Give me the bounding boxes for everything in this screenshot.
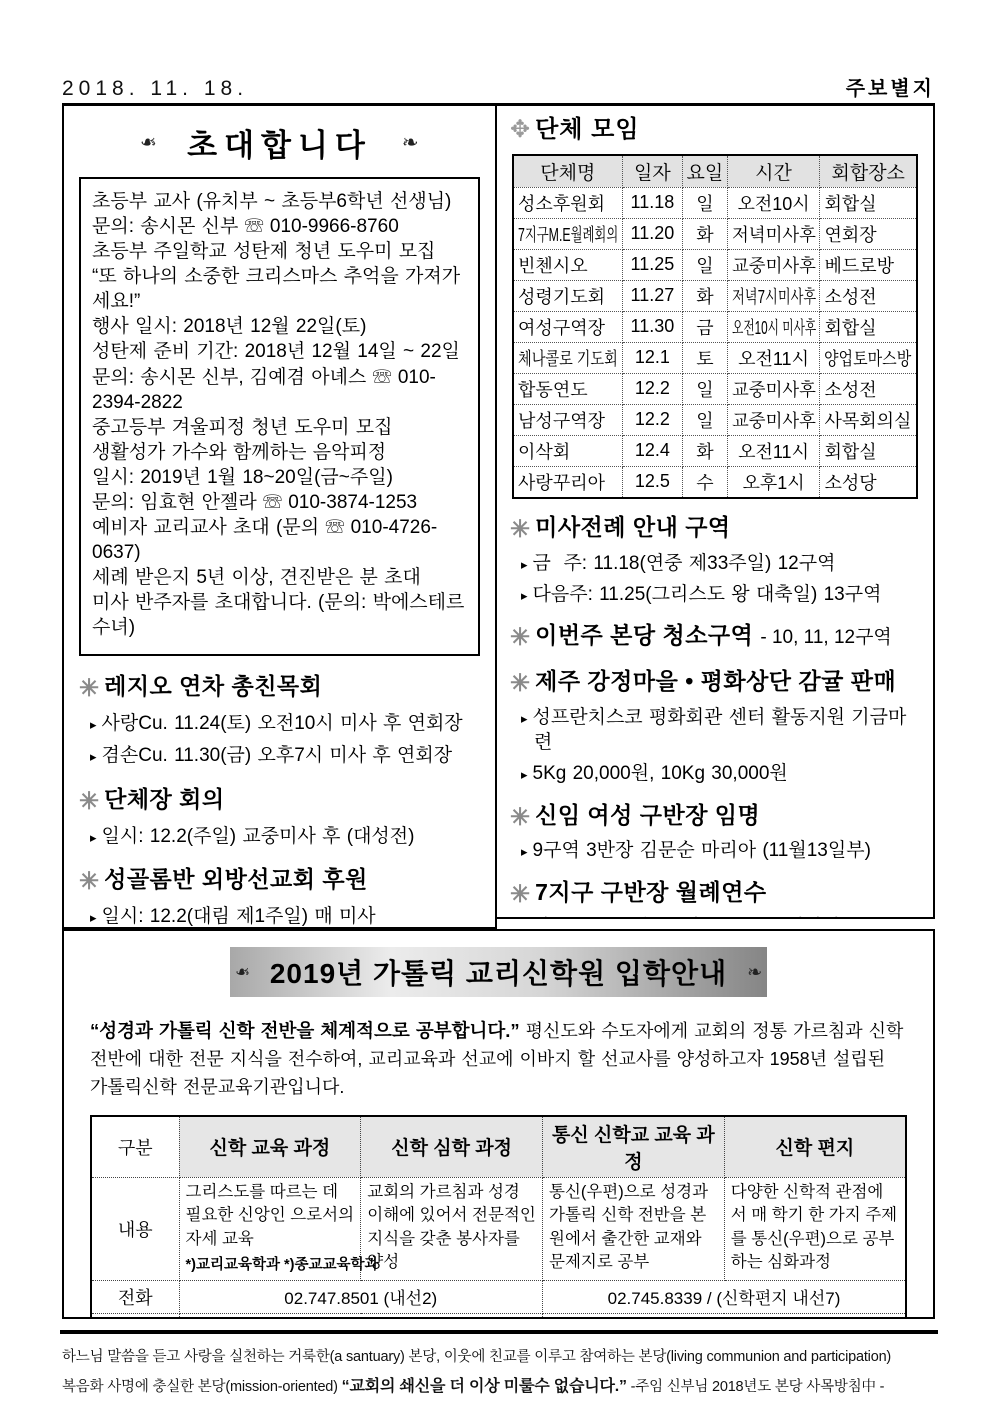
section-bullet-text: 다음주: 11.25(그리스도 왕 대축일) 13구역 xyxy=(532,583,882,605)
section-title-row xyxy=(79,866,480,897)
table-cell-day: 금 xyxy=(683,311,727,342)
list-item xyxy=(92,339,467,364)
right-column xyxy=(497,103,935,919)
arrow-bullet-icon: ▸ xyxy=(90,717,97,733)
table-cell-group: 성소후원회 xyxy=(513,187,622,218)
table-cell-group: 사랑꾸리아 xyxy=(513,466,622,498)
arrow-bullet-icon: ▸ xyxy=(90,909,97,925)
table-cell-time: 오전10시 xyxy=(727,187,820,218)
table-row xyxy=(513,311,917,342)
academy-intro-rest: 평신도와 수도자에게 교회의 정통 가르침과 신학전반에 대한 전문 지식을 전수하여, 교리교육과 선교에 이바지 할 선교사를 양성하고자 1958년 설립된 가톨릭신학 전문교육기관입니다. xyxy=(90,1021,904,1097)
section-body xyxy=(510,838,920,863)
cross-ornament-icon: ✥ xyxy=(510,116,531,143)
section-title-row xyxy=(510,622,920,653)
bulletin-section xyxy=(79,673,480,768)
table-row xyxy=(513,373,917,404)
list-item-text: 행사 일시: 2018년 12월 22일(토) xyxy=(92,316,367,338)
list-item-text: 중고등부 겨울피정 청년 도우미 모집 xyxy=(92,416,393,438)
table-row-content xyxy=(91,1177,906,1280)
table-cell-place: 사목회의실 xyxy=(820,404,917,435)
section-title: 7지구 구반장 월례연수 xyxy=(535,878,767,905)
list-item xyxy=(92,239,467,264)
course-description: 교회의 가르침과 성경 이해에 있어서 전문적인 지식을 갖춘 봉사자를 양성 xyxy=(361,1177,543,1280)
invite-title-row xyxy=(79,120,480,165)
arrow-bullet-icon: ▸ xyxy=(521,710,528,726)
left-column xyxy=(62,103,497,929)
section-title: 미사전례 안내 구역 xyxy=(535,513,731,540)
academy-intro-quote: “성경과 가톨릭 신학 전반을 체계적으로 공부합니다.” xyxy=(90,1020,520,1041)
arrow-bullet-icon: ▸ xyxy=(90,749,97,765)
section-bullet-text: 겸손Cu. 11.30(금) 오후7시 미사 후 연회장 xyxy=(101,745,453,767)
section-title: 성골롬반 외방선교회 후원 xyxy=(104,865,368,892)
section-body xyxy=(79,824,480,849)
column-header: 요일 xyxy=(683,155,727,188)
section-bullet-text: 금 주: 11.18(연중 제33주일) 12구역 xyxy=(532,552,836,574)
bulletin-section xyxy=(510,668,920,787)
section-body xyxy=(510,915,920,919)
table-cell-place: 회합실 xyxy=(820,435,917,466)
row-label: 전화 xyxy=(91,1280,179,1313)
table-header-row xyxy=(91,1116,906,1178)
list-item-text: 예비자 교리교사 초대 (문의 ☏ 010-4726-0637) xyxy=(92,517,438,564)
arrow-bullet-icon: ▸ xyxy=(521,767,528,783)
list-item xyxy=(92,189,467,214)
course-note: *)교리교육학과 *)종교교육학과 xyxy=(185,1256,379,1273)
list-item xyxy=(92,490,467,515)
table-cell-time: 오전11시 xyxy=(727,342,820,373)
list-item-text: 초등부 교사 (유치부 ~ 초등부6학년 선생님) xyxy=(92,191,452,212)
section-bullet xyxy=(510,915,920,919)
section-bullet xyxy=(510,705,920,756)
section-bullet xyxy=(79,824,480,849)
table-cell-time: 저녁7시미사후 xyxy=(727,280,820,311)
list-item-text: 초등부 주일학교 성탄제 청년 도우미 모집 xyxy=(92,241,436,263)
section-body xyxy=(510,705,920,787)
section-bullet-text: 일시: 12.2(대림 제1주일) 매 미사 xyxy=(101,905,376,927)
academy-course-table xyxy=(90,1115,907,1319)
course-description: 다양한 신학적 관점에서 매 학기 한 가지 주제를 통신(우편)으로 공부하는 심화과정 xyxy=(724,1177,906,1280)
section-bullet xyxy=(79,904,480,929)
list-item xyxy=(92,264,467,314)
floral-ornament-icon: ❧ xyxy=(747,961,763,982)
table-cell-date: 12.1 xyxy=(622,342,683,373)
group-meetings-title: 단체 모임 xyxy=(535,116,640,143)
floral-ornament-icon: ❧ xyxy=(140,132,158,154)
table-cell-place: 베드로방 xyxy=(820,249,917,280)
section-bullet-text: 사랑Cu. 11.24(토) 오전10시 미사 후 연회장 xyxy=(101,713,463,735)
list-item xyxy=(92,565,467,590)
column-header: 신학 교육 과정 xyxy=(179,1116,361,1178)
phone-number: 02.747.8501 (내선2) xyxy=(179,1280,543,1313)
table-cell-group: 체나콜로 기도회 xyxy=(513,342,622,373)
section-marker-icon: ✳ xyxy=(510,624,531,652)
table-cell-day: 일 xyxy=(683,404,727,435)
bulletin-date: 2018. 11. 18. xyxy=(62,77,249,100)
table-cell-time: 교중미사후 xyxy=(727,249,820,280)
section-marker-icon: ✳ xyxy=(510,880,531,908)
table-row xyxy=(513,435,917,466)
table-cell-time: 오전10시 미사후 xyxy=(727,311,820,342)
table-cell-day: 일 xyxy=(683,249,727,280)
arrow-bullet-icon: ▸ xyxy=(521,556,528,572)
table-cell-time: 오후1시 xyxy=(727,466,820,498)
table-cell-group: 빈첸시오 xyxy=(513,249,622,280)
table-row xyxy=(513,404,917,435)
list-item xyxy=(92,415,467,440)
group-meetings-table xyxy=(512,154,918,499)
page-header xyxy=(62,72,935,101)
table-cell-day: 화 xyxy=(683,280,727,311)
list-item-text: 문의: 송시몬 신부 ☏ 010-9966-8760 xyxy=(92,216,399,238)
section-marker-icon: ✳ xyxy=(510,669,531,697)
section-bullet-text: 일시: 12.2(주일) 교중미사 후 (대성전) xyxy=(101,825,415,847)
section-bullet-text xyxy=(533,917,842,919)
column-header: 회합장소 xyxy=(820,155,917,188)
section-title-row xyxy=(79,786,480,817)
section-body xyxy=(79,711,480,769)
table-cell-group: 여성구역장 xyxy=(513,311,622,342)
course-description: 통신(우편)으로 성경과 가톨릭 신학 전반을 본원에서 출간한 교재와 문제지로 공부 xyxy=(543,1177,725,1280)
floral-ornament-icon: ❧ xyxy=(401,132,419,154)
academy-admission-box xyxy=(62,929,935,1319)
table-cell-day: 수 xyxy=(683,466,727,498)
table-cell-day: 토 xyxy=(683,342,727,373)
section-title-row xyxy=(510,514,920,545)
floral-ornament-icon: ❧ xyxy=(234,961,250,982)
table-cell-day: 화 xyxy=(683,218,727,249)
table-cell-group: 합동연도 xyxy=(513,373,622,404)
section-marker-icon: ✳ xyxy=(79,787,100,815)
list-item xyxy=(92,590,467,640)
column-header: 시간 xyxy=(727,155,820,188)
list-item xyxy=(92,465,467,490)
table-row-email xyxy=(91,1313,906,1319)
table-cell-day: 일 xyxy=(683,187,727,218)
section-bullet xyxy=(79,743,480,768)
section-bullet xyxy=(510,761,920,786)
footer-divider xyxy=(60,1330,938,1334)
table-cell-date: 11.18 xyxy=(622,187,683,218)
table-cell-place: 회합실 xyxy=(820,311,917,342)
table-cell-group: 이삭회 xyxy=(513,435,622,466)
table-cell-date: 11.20 xyxy=(622,218,683,249)
left-sections xyxy=(79,673,480,929)
table-cell-time: 오전11시 xyxy=(727,435,820,466)
column-header: 통신 신학교 교육 과정 xyxy=(543,1116,725,1178)
section-body xyxy=(510,551,920,608)
table-cell-place: 소성당 xyxy=(820,466,917,498)
bulletin-edition-label: 주보별지 xyxy=(845,78,935,100)
list-item xyxy=(92,515,467,565)
section-title-row xyxy=(510,802,920,833)
list-item xyxy=(92,214,467,239)
section-bullet-text: 성프란치스코 평화회관 센터 활동지원 기금마련 xyxy=(532,706,907,753)
section-title: 신임 여성 구반장 임명 xyxy=(535,801,761,828)
section-title: 이번주 본당 청소구역 xyxy=(535,622,754,649)
academy-intro xyxy=(90,1017,907,1102)
row-label: 내용 xyxy=(91,1177,179,1280)
course-description: 그리스도를 따르는 데 필요한 신앙인 으로서의 자세 교육 *)교리교육학과 *)종교교육학과 xyxy=(179,1177,361,1280)
list-item-text: 일시: 2019년 1월 18~20일(금~주일) xyxy=(92,466,393,488)
section-bullet-text: 5Kg 20,000원, 10Kg 30,000원 xyxy=(532,763,788,785)
group-meetings-title-row xyxy=(510,116,920,145)
list-item-text: 미사 반주자를 초대합니다. (문의: 박에스테르 수녀) xyxy=(92,592,465,639)
table-cell-date: 12.4 xyxy=(622,435,683,466)
section-bullet xyxy=(510,582,920,607)
table-cell-date: 12.5 xyxy=(622,466,683,498)
table-row xyxy=(513,466,917,498)
table-cell-time: 교중미사후 xyxy=(727,373,820,404)
table-cell-date: 12.2 xyxy=(622,373,683,404)
table-row-phone xyxy=(91,1280,906,1313)
section-title-row xyxy=(510,668,920,699)
column-header: 신학 편지 xyxy=(724,1116,906,1178)
section-marker-icon: ✳ xyxy=(510,803,531,831)
bulletin-section xyxy=(79,866,480,929)
footer-line-1: 하느님 말씀을 듣고 사랑을 실천하는 거룩한(a santuary) 본당, 이웃에 친교를 이루고 참여하는 본당(living communion and participation) xyxy=(62,1349,892,1365)
academy-banner xyxy=(230,947,767,997)
arrow-bullet-icon: ▸ xyxy=(521,587,528,603)
list-item-text: “또 하나의 소중한 크리스마스 추억을 가져가세요!” xyxy=(92,266,461,313)
section-title-row xyxy=(79,673,480,704)
list-item-text: 성탄제 준비 기간: 2018년 12월 14일 ~ 22일 xyxy=(92,341,460,363)
invite-box xyxy=(79,177,480,656)
section-marker-icon: ✳ xyxy=(510,515,531,543)
footer-line-2: 복음화 사명에 충실한 본당(mission-oriented) “교회의 쇄신을 더 이상 미룰수 없습니다.” -주임 신부님 2018년도 본당 사목방침中 - xyxy=(62,1377,885,1395)
section-bullet xyxy=(510,838,920,863)
table-cell-time: 저녁미사후 xyxy=(727,218,820,249)
table-cell-day: 화 xyxy=(683,435,727,466)
section-title-suffix: - 10, 11, 12구역 xyxy=(760,627,892,649)
corner-header: 구분 xyxy=(91,1116,179,1178)
bulletin-section xyxy=(510,514,920,607)
bulletin-section xyxy=(510,622,920,653)
bulletin-section xyxy=(510,879,920,919)
table-cell-day: 일 xyxy=(683,373,727,404)
column-header: 단체명 xyxy=(513,155,622,188)
table-cell-place: 양업토마스방 xyxy=(820,342,917,373)
table-cell-group: 성령기도회 xyxy=(513,280,622,311)
table-header-row xyxy=(513,155,917,188)
table-row xyxy=(513,280,917,311)
section-bullet-text: 9구역 3반장 김문순 마리아 (11월13일부) xyxy=(532,840,871,862)
academy-banner-title: 2019년 가톨릭 교리신학원 입학안내 xyxy=(269,958,728,989)
table-row xyxy=(513,218,917,249)
table-row xyxy=(513,249,917,280)
list-item-text: 생활성가 가수와 함께하는 음악피정 xyxy=(92,441,387,463)
section-title: 단체장 회의 xyxy=(104,785,225,812)
bulletin-section xyxy=(79,786,480,849)
table-cell-date: 11.30 xyxy=(622,311,683,342)
section-title: 제주 강정마을 • 평화상단 감귤 판매 xyxy=(535,667,897,694)
table-cell-place: 연회장 xyxy=(820,218,917,249)
column-header: 신학 심학 과정 xyxy=(361,1116,543,1178)
section-body xyxy=(79,904,480,929)
section-title-row xyxy=(510,879,920,910)
phone-number: 02.745.8339 / (신학편지 내선7) xyxy=(543,1280,907,1313)
page-footer xyxy=(62,1344,938,1402)
row-label xyxy=(91,1313,179,1319)
list-item-text: 문의: 임효현 안젤라 ☏ 010-3874-1253 xyxy=(92,491,418,513)
section-marker-icon: ✳ xyxy=(79,867,100,895)
main-columns xyxy=(62,103,935,929)
list-item-text: 세례 받은지 5년 이상, 견진받은 분 초대 xyxy=(92,567,421,589)
table-cell-place: 소성전 xyxy=(820,373,917,404)
table-cell-date: 11.27 xyxy=(622,280,683,311)
list-item-text: 문의: 송시몬 신부, 김예겸 아녜스 ☏ 010-2394-2822 xyxy=(92,366,436,413)
arrow-bullet-icon: ▸ xyxy=(90,829,97,845)
section-bullet xyxy=(79,711,480,736)
section-bullet xyxy=(510,551,920,576)
table-cell-date: 11.25 xyxy=(622,249,683,280)
section-title: 레지오 연차 총친목회 xyxy=(104,673,323,700)
section-marker-icon: ✳ xyxy=(79,675,100,703)
table-cell-date: 12.2 xyxy=(622,404,683,435)
column-header: 일자 xyxy=(622,155,683,188)
invite-section-title: 초대합니다 xyxy=(187,128,372,163)
list-item xyxy=(92,440,467,465)
arrow-bullet-icon: ▸ xyxy=(521,844,528,860)
footer-quote: “교회의 쇄신을 더 이상 미룰수 없습니다.” xyxy=(341,1377,627,1395)
table-cell-time: 교중미사후 xyxy=(727,404,820,435)
table-row xyxy=(513,342,917,373)
bulletin-section xyxy=(510,802,920,864)
table-cell-group: 7지구M.E월례회의 xyxy=(513,218,622,249)
table-cell-place: 회합실 xyxy=(820,187,917,218)
right-sections xyxy=(510,514,920,919)
table-row xyxy=(513,187,917,218)
table-cell-group: 남성구역장 xyxy=(513,404,622,435)
table-cell-place: 소성전 xyxy=(820,280,917,311)
list-item xyxy=(92,365,467,415)
list-item xyxy=(92,314,467,339)
